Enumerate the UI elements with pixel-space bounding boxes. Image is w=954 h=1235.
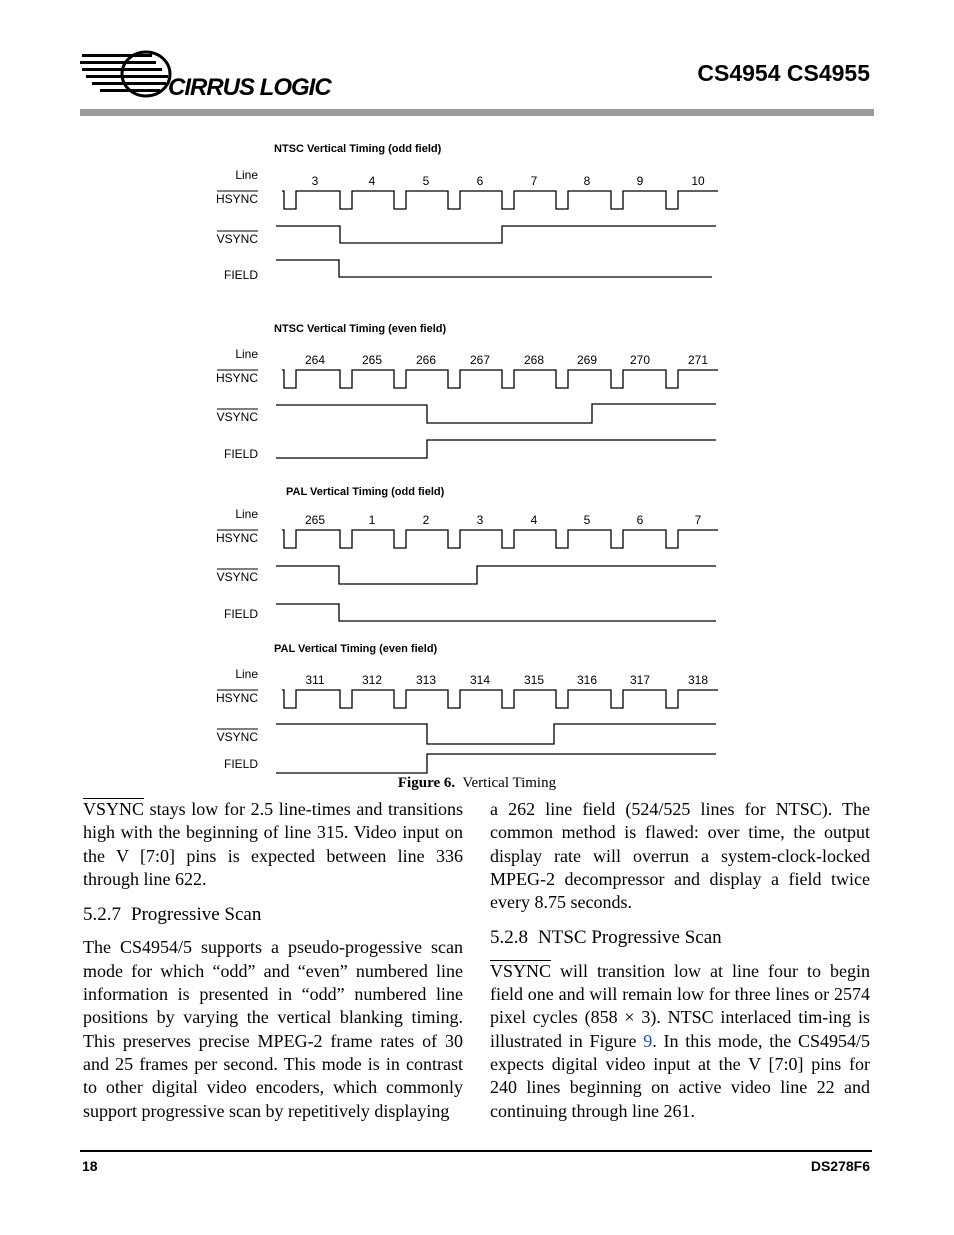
line-number: 269 (576, 353, 598, 367)
line-number: 266 (415, 353, 437, 367)
right-paragraph-1: a 262 line field (524/525 lines for NTSC). The common method is flawed: over time, the output display rate will overrun a system-clock-locked MPEG-2 decompressor and display a field twice every 8.75 seconds. (490, 799, 870, 913)
line-number: 315 (523, 673, 545, 687)
field-waveform (276, 604, 716, 621)
panel-title: NTSC Vertical Timing (even field) (274, 323, 447, 335)
line-number: 312 (361, 673, 383, 687)
line-number: 268 (523, 353, 545, 367)
line-number: 9 (636, 174, 644, 188)
hsync-waveform (282, 690, 718, 708)
line-number: 7 (530, 174, 538, 188)
line-label: Line (235, 347, 258, 361)
line-number: 313 (415, 673, 437, 687)
line-number: 316 (576, 673, 598, 687)
hsync-waveform (282, 370, 718, 388)
right-column (490, 798, 870, 1133)
vsync-label: VSYNC (216, 730, 258, 744)
line-number: 317 (629, 673, 651, 687)
line-number: 264 (304, 353, 326, 367)
vsync-overline-term: VSYNC (83, 799, 145, 819)
line-number: 5 (583, 513, 591, 527)
line-number: 270 (629, 353, 651, 367)
line-number: 265 (304, 513, 326, 527)
figure-caption-label: Figure 6. (397, 775, 456, 791)
line-number: 314 (469, 673, 491, 687)
left-paragraph-1: VSYNC stays low for 2.5 line-times and transitions high with the beginning of line 315. Video input on the V [7:0] pins is expected between line 336 through line 622. (83, 799, 463, 889)
right-paragraph-2: VSYNC will transition low at line four to begin field one and will remain low for three lines or 2574 pixel cycles (858 × 3). NTSC interlaced tim-ing is illustrated in Figure 9. In this mode, the CS4954/5 expects digital video input at the V [7:0] pins for 240 lines beginning on active video line 22 and continuing through line 261. (490, 960, 870, 1121)
line-number: 6 (476, 174, 484, 188)
figure-9-link[interactable]: 9 (643, 1030, 653, 1051)
line-number: 311 (305, 673, 325, 687)
figure-caption (0, 775, 954, 792)
hsync-waveform (282, 530, 718, 548)
hsync-label: HSYNC (215, 192, 258, 206)
field-waveform (276, 754, 716, 773)
hsync-label: HSYNC (215, 371, 258, 385)
line-number: 10 (691, 174, 705, 188)
hsync-label: HSYNC (215, 691, 258, 705)
line-number: 271 (687, 353, 709, 367)
line-number: 6 (636, 513, 644, 527)
line-number: 3 (311, 174, 319, 188)
line-number: 3 (476, 513, 484, 527)
hsync-waveform (282, 191, 718, 209)
line-number: 2 (422, 513, 430, 527)
field-waveform (276, 440, 716, 458)
field-label: FIELD (223, 607, 258, 621)
line-label: Line (235, 507, 258, 521)
line-number: 267 (469, 353, 491, 367)
line-label: Line (235, 667, 258, 681)
header-rule (80, 109, 874, 116)
line-number: 7 (694, 513, 702, 527)
line-number: 4 (530, 513, 538, 527)
vsync-waveform (276, 724, 716, 744)
field-label: FIELD (223, 447, 258, 461)
line-number: 318 (687, 673, 709, 687)
hsync-label: HSYNC (215, 531, 258, 545)
field-waveform (276, 260, 712, 277)
line-number: 265 (361, 353, 383, 367)
left-paragraph-2: The CS4954/5 supports a pseudo-progessive scan mode for which “odd” and “even” numbered line information is presented in “odd” numbered line positions by varying the vertical blanking timing. This preserves precise MPEG-2 frame rates of 30 and 25 frames per second. This mode is in contrast to other digital video encoders, which commonly support progressive scan by repetitively displaying (83, 937, 463, 1121)
footer-rule (80, 1150, 872, 1152)
field-label: FIELD (223, 268, 258, 282)
section-heading-progressive-scan: 5.2.7 Progressive Scan (83, 904, 262, 926)
document-title: CS4954 CS4955 (697, 60, 870, 86)
vsync-waveform (276, 226, 716, 243)
vertical-timing-diagram (0, 130, 954, 780)
vsync-label: VSYNC (216, 570, 258, 584)
left-column (83, 798, 463, 1133)
line-number: 5 (422, 174, 430, 188)
vsync-overline-term: VSYNC (490, 960, 552, 981)
vsync-label: VSYNC (216, 232, 258, 246)
field-label: FIELD (223, 757, 258, 771)
vsync-waveform (276, 404, 716, 423)
page-number: 18 (82, 1158, 98, 1174)
line-number: 1 (368, 513, 376, 527)
line-number: 8 (583, 174, 591, 188)
document-id: DS278F6 (810, 1158, 870, 1174)
logo-wordmark: CIRRUS LOGIC (168, 74, 331, 101)
figure-caption-text: Vertical Timing (462, 775, 557, 791)
panel-title: PAL Vertical Timing (odd field) (286, 486, 445, 498)
vsync-label: VSYNC (216, 410, 258, 424)
section-heading-ntsc-progressive-scan: 5.2.8 NTSC Progressive Scan (490, 927, 722, 949)
line-label: Line (235, 168, 258, 182)
panel-title: NTSC Vertical Timing (odd field) (274, 143, 442, 155)
vsync-waveform (276, 566, 716, 584)
line-number: 4 (368, 174, 376, 188)
panel-title: PAL Vertical Timing (even field) (274, 643, 438, 655)
